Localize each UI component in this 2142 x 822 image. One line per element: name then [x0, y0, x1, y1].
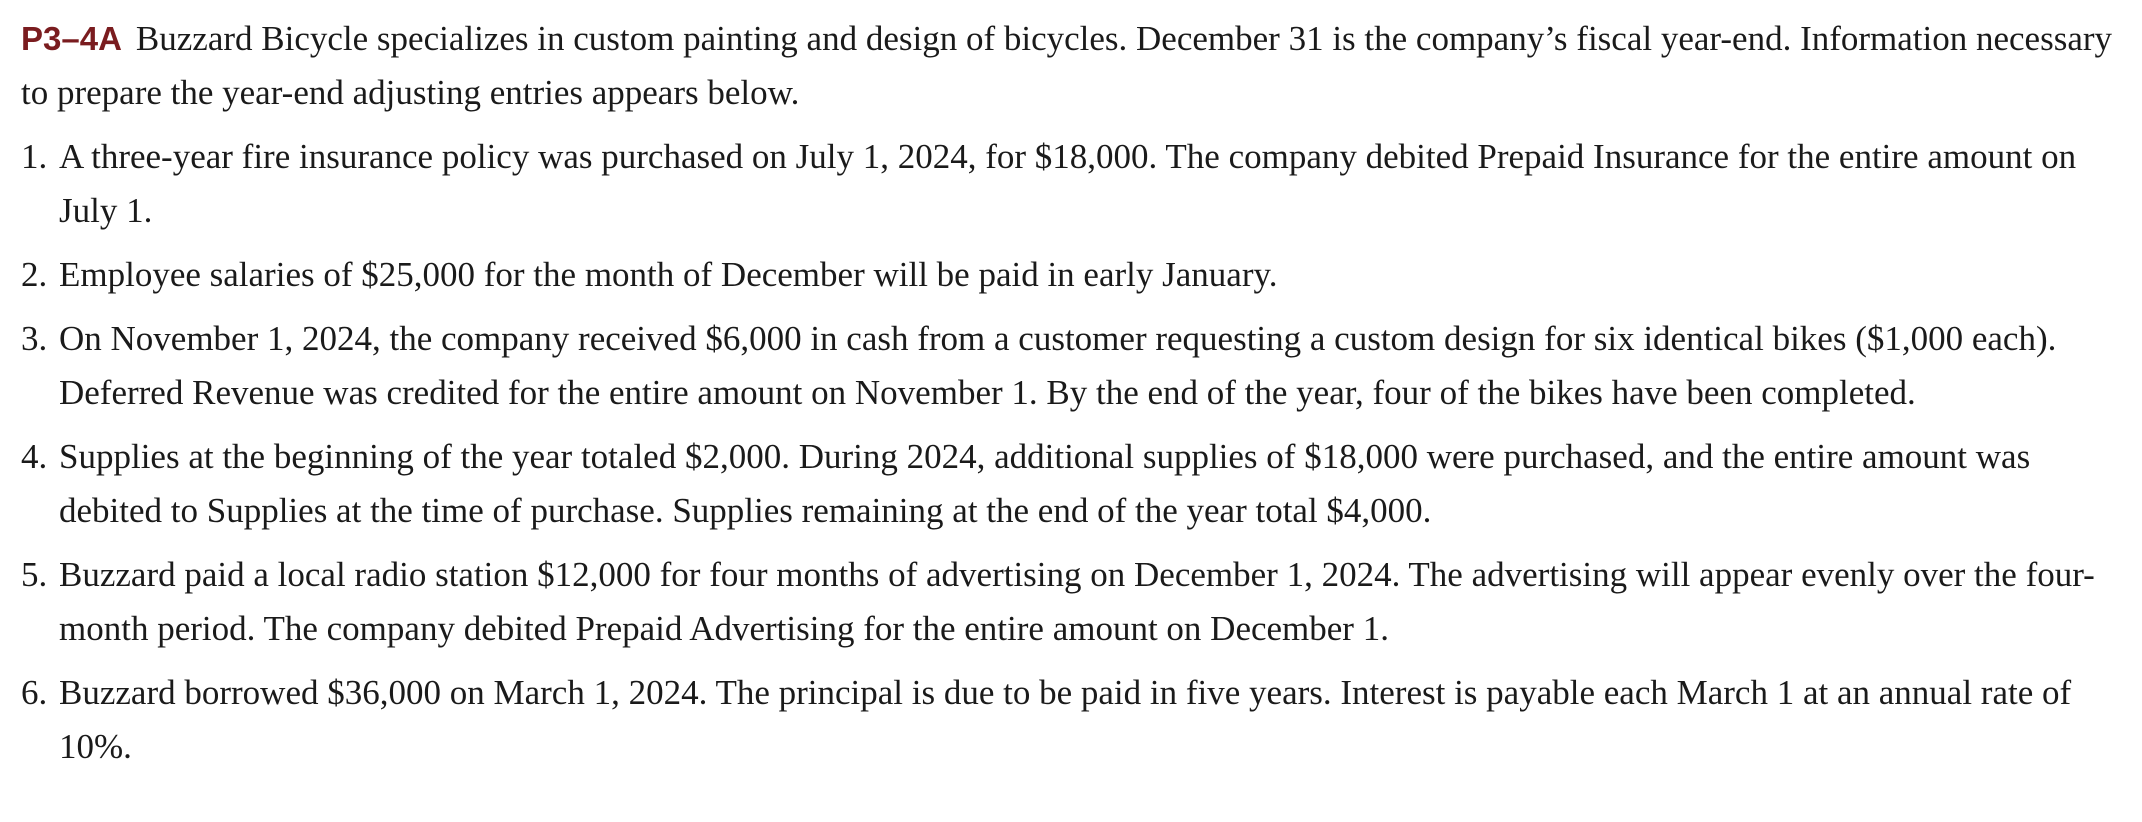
- item-number: 3.: [21, 319, 48, 358]
- problem-intro-text: Buzzard Bicycle specializes in custom painting and design of bicycles. December 31 is the company’s fiscal year-end. Information necessary to prepare the year-end adjusting entries appears below.: [21, 19, 2113, 112]
- item-text: A three-year fire insurance policy was purchased on July 1, 2024, for $18,000. The company debited Prepaid Insurance for the entire amount on July 1.: [59, 137, 2077, 230]
- item-text: On November 1, 2024, the company received $6,000 in cash from a customer requesting a custom design for six identical bikes ($1,000 each). Deferred Revenue was credited for the entire amount on November 1. By the end of the year, four of the bikes have been completed.: [59, 319, 2057, 412]
- problem-id: P3–4A: [21, 20, 122, 57]
- item-number: 6.: [21, 673, 48, 712]
- adjusting-items-list: [21, 130, 2126, 774]
- list-item: [21, 312, 2126, 420]
- item-number: 4.: [21, 437, 48, 476]
- list-item: [21, 248, 2126, 302]
- item-number: 2.: [21, 255, 48, 294]
- item-text: Buzzard borrowed $36,000 on March 1, 2024. The principal is due to be paid in five years. Interest is payable each March 1 at an annual rate of 10%.: [59, 673, 2072, 766]
- list-item: [21, 130, 2126, 238]
- item-text: Buzzard paid a local radio station $12,000 for four months of advertising on December 1, 2024. The advertising will appear evenly over the four-month period. The company debited Prepaid Advertising for the entire amount on December 1.: [59, 555, 2095, 648]
- problem-document: [21, 12, 2126, 784]
- list-item: [21, 548, 2126, 656]
- list-item: [21, 666, 2126, 774]
- list-item: [21, 430, 2126, 538]
- item-number: 1.: [21, 137, 48, 176]
- item-number: 5.: [21, 555, 48, 594]
- item-text: Employee salaries of $25,000 for the month of December will be paid in early January.: [59, 255, 1278, 294]
- problem-intro: [21, 12, 2126, 120]
- item-text: Supplies at the beginning of the year totaled $2,000. During 2024, additional supplies of $18,000 were purchased, and the entire amount was debited to Supplies at the time of purchase. Supplies remaining at the end of the year total $4,000.: [59, 437, 2031, 530]
